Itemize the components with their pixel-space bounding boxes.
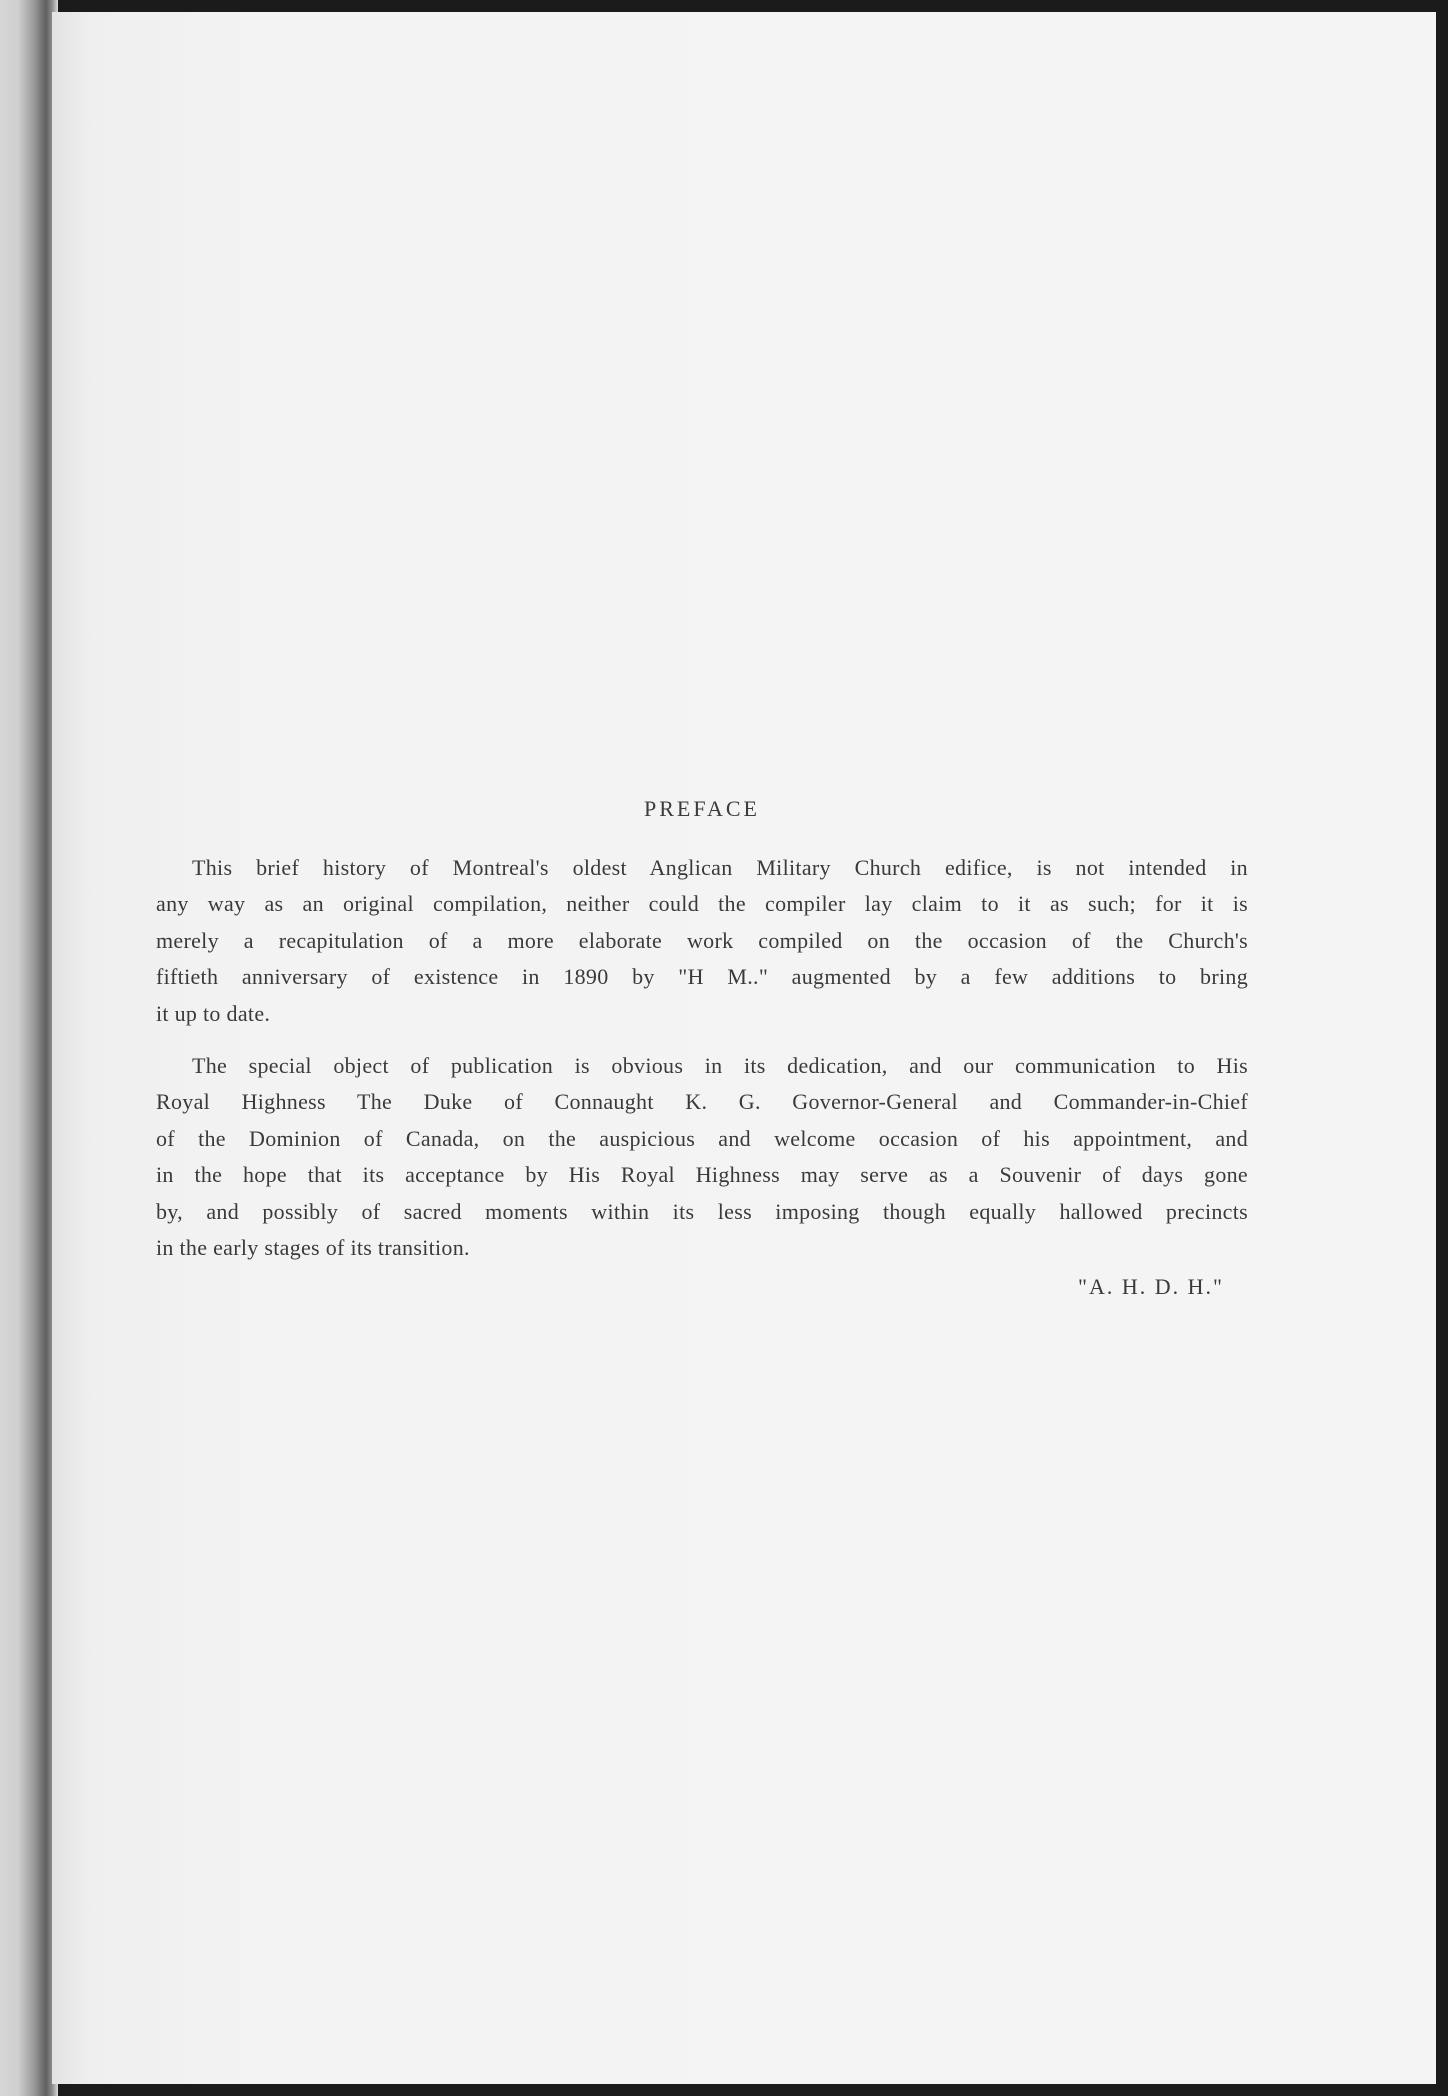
- paragraph-line: The special object of publication is obvious in its dedication, and our communication to His: [192, 1053, 1248, 1079]
- paragraph-line: any way as an original compilation, neither could the compiler lay claim to it as such; for it is: [156, 891, 1248, 917]
- paragraph-line: Royal Highness The Duke of Connaught K. G. Governor-General and Commander-in-Chief: [156, 1089, 1248, 1115]
- paragraph-line: merely a recapitulation of a more elaborate work compiled on the occasion of the Church's: [156, 927, 1248, 953]
- book-gutter: [0, 0, 58, 2096]
- paragraph-line: fiftieth anniversary of existence in 1890 by "H M.." augmented by a few additions to bring: [156, 964, 1248, 990]
- paragraph-line: in the hope that its acceptance by His Royal Highness may serve as a Souvenir of days gone: [156, 1162, 1248, 1188]
- paragraph-line: by, and possibly of sacred moments within its less imposing though equally hallowed precincts: [156, 1198, 1248, 1224]
- preface-content: [156, 796, 1248, 1300]
- paragraph-line: in the early stages of its transition.: [156, 1235, 470, 1261]
- paragraph-line: This brief history of Montreal's oldest Anglican Military Church edifice, is not intended in: [192, 855, 1248, 880]
- paragraph-line: of the Dominion of Canada, on the auspicious and welcome occasion of his appointment, and: [156, 1125, 1248, 1151]
- preface-paragraph-1: [156, 850, 1248, 1032]
- paragraph-line: it up to date.: [156, 1000, 271, 1026]
- preface-heading: PREFACE: [644, 796, 760, 821]
- preface-paragraph-2: [156, 1048, 1248, 1266]
- author-initials: "A. H. D. H.": [1077, 1274, 1224, 1300]
